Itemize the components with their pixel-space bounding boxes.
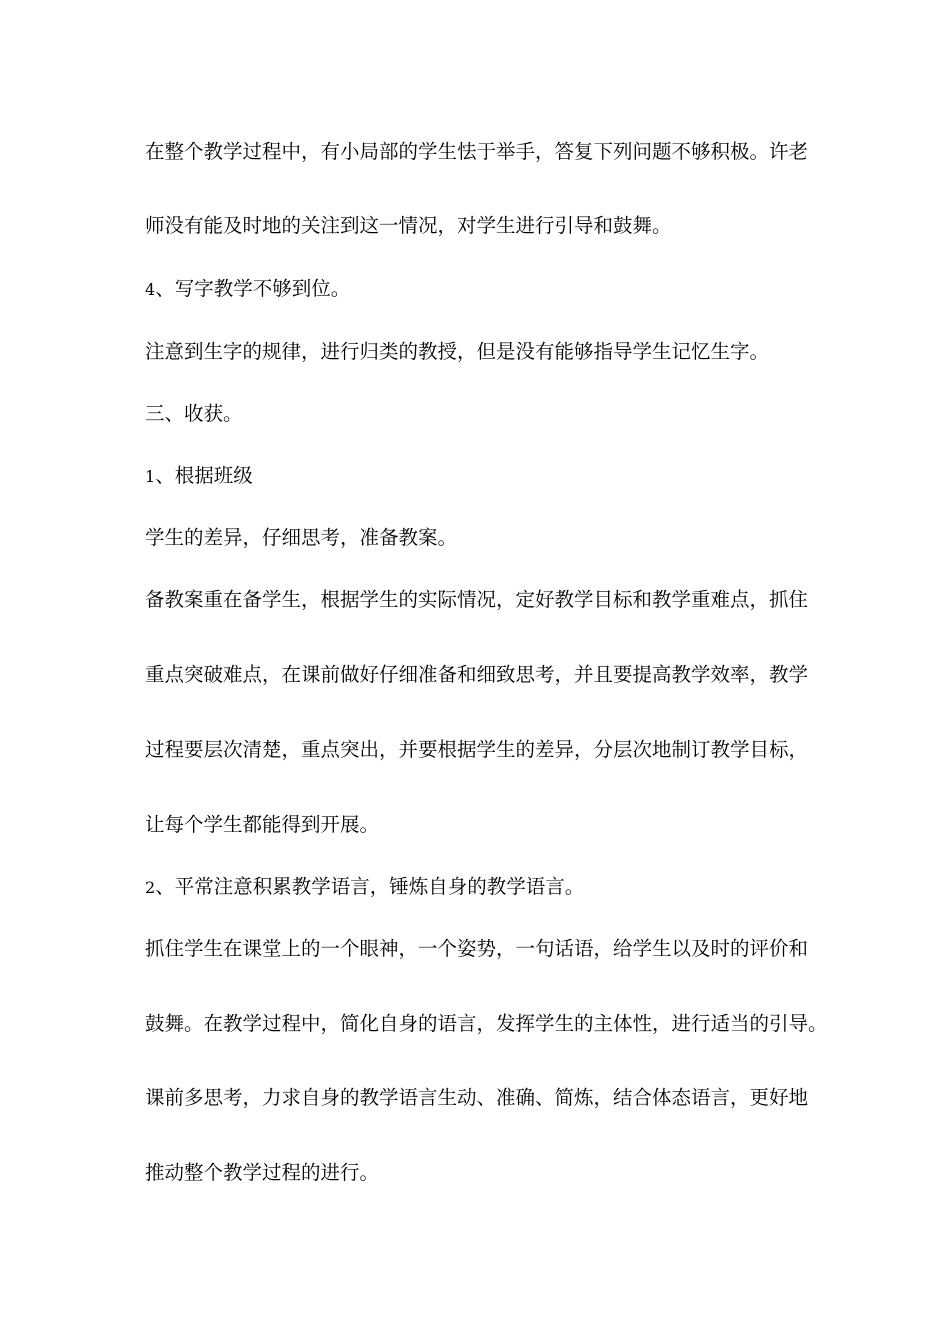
paragraph-line: 学生的差异，仔细思考，准备教案。 [145,526,458,549]
numbered-heading-2 [145,874,584,901]
item-number: 4 [145,280,156,299]
paragraph-line: 重点突破难点，在课前做好仔细准备和细致思考，并且要提高教学效率，教学 [145,663,809,686]
separator: 、 [155,875,175,898]
section-heading: 三、收获。 [145,402,243,425]
paragraph-line: 在整个教学过程中，有小局部的学生怯于举手，答复下列问题不够积极。许老 [145,140,809,163]
heading-text: 平常注意积累教学语言，锤炼自身的教学语言。 [174,875,585,898]
paragraph-line: 推动整个教学过程的进行。 [145,1161,380,1184]
paragraph-line: 课前多思考，力求自身的教学语言生动、准确、简炼，结合体态语言，更好地 [145,1086,809,1109]
paragraph-line: 备教案重在备学生，根据学生的实际情况，定好教学目标和教学重难点，抓住 [145,588,809,611]
separator: 、 [155,464,175,487]
paragraph-line: 让每个学生都能得到开展。 [145,813,380,836]
heading-text: 根据班级 [174,464,253,487]
item-number: 2 [145,878,156,897]
paragraph-line: 鼓舞。在教学过程中，简化自身的语言，发挥学生的主体性，进行适当的引导。 [145,1012,828,1035]
numbered-heading-1 [145,463,253,490]
paragraph-line: 过程要层次清楚，重点突出，并要根据学生的差异，分层次地制订教学目标， [145,738,809,761]
paragraph-line: 师没有能及时地的关注到这一情况，对学生进行引导和鼓舞。 [145,214,672,237]
numbered-heading-4 [145,276,350,303]
heading-text: 写字教学不够到位。 [174,277,351,300]
paragraph-line: 抓住学生在课堂上的一个眼神，一个姿势，一句话语，给学生以及时的评价和 [145,937,809,960]
separator: 、 [155,277,175,300]
item-number: 1 [145,467,156,486]
paragraph-line: 注意到生字的规律，进行归类的教授，但是没有能够指导学生记忆生字。 [145,340,770,363]
